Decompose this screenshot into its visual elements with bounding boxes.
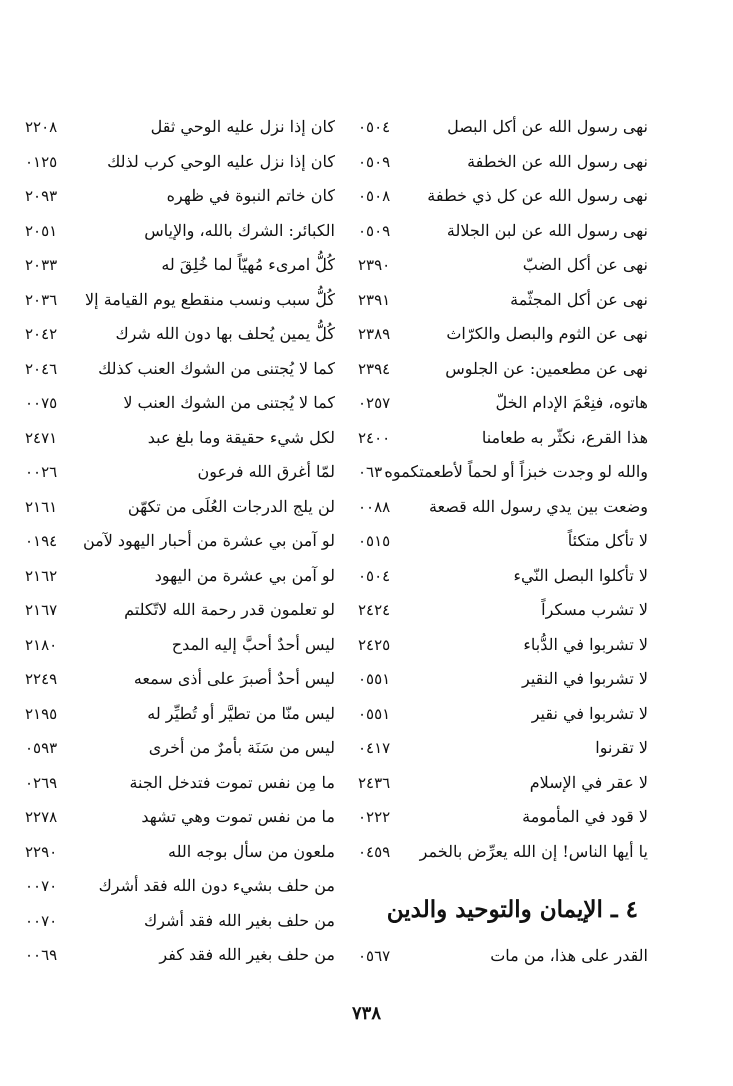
entry-number: ٢١٨٠ [25, 635, 58, 654]
entry-number: ٢٢٤٩ [25, 670, 58, 688]
entry-text: لو تعلمون قدر رحمة الله لاتّكلتم [124, 600, 335, 619]
entry-number: ٢٠٤٢ [25, 325, 58, 343]
entry-text: نهى رسول الله عن أكل البصل [447, 117, 648, 136]
entry-text: نهى رسول الله عن لبن الجلالة [446, 220, 648, 240]
entry-text: ليس من سَنَة بأمرٌ من أخرى [148, 738, 335, 757]
entry-text: الكبائر: الشرك بالله، والإياس [144, 220, 335, 240]
section-heading: ٤ ـ الإيمان والتوحيد والدين [386, 896, 638, 923]
entry-number: ٠٥١٥ [358, 532, 391, 550]
entry-text: ملعون من سأل بوجه الله [168, 841, 335, 861]
entry-text: لا قود في المأمومة [522, 807, 648, 826]
entry-text: لمّا أغرق الله فرعون [197, 462, 335, 481]
entry-text: ما مِن نفس تموت فتدخل الجنة [129, 772, 335, 792]
entry-number: ٠١٢٥ [25, 152, 58, 171]
entry-text: لو آمن بي عشرة من أحبار اليهود لآمن [82, 531, 335, 550]
entry-text: كان خاتم النبوة في ظهره [166, 186, 335, 205]
entry-text: نهى رسول الله عن الخطفة [467, 151, 648, 171]
entry-text: لا تشربوا في الدُّباء [523, 634, 648, 654]
entry-text: كان إذا نزل عليه الوحي كرب لذلك [107, 151, 335, 171]
entry-number: ٢٤٢٤ [358, 601, 391, 619]
entry-number: ٢٢٠٨ [25, 118, 58, 136]
entry-text: من حلف بغير الله فقد أشرك [144, 910, 335, 930]
entry-number: ٢٤٠٠ [358, 428, 391, 447]
entry-text: لا تشربوا في نقير [531, 703, 648, 723]
entry-number: ٢٢٧٨ [25, 808, 58, 826]
entry-number: ٠١٩٤ [25, 532, 58, 550]
entry-number: ٠٥٠٤ [358, 566, 391, 585]
entry-text: وضعت بين يدي رسول الله قصعة [428, 496, 648, 516]
entry-text: نهى عن مطعمين: عن الجلوس [445, 358, 648, 378]
entry-number: ٠٠٦٩ [25, 946, 58, 964]
entry-text: كما لا يُجتنى من الشوك العنب كذلك [98, 358, 335, 378]
entry-text: لا تأكل متكئاً [567, 531, 648, 550]
entry-text: كما لا يُجتنى من الشوك العنب لا [123, 393, 335, 412]
entry-number: ٠٥٦٧ [358, 947, 391, 965]
entry-number: ٠٢٢٢ [358, 808, 391, 826]
entry-text: نهى عن الثوم والبصل والكرّاث [446, 324, 648, 343]
entry-number: ٠٥٥١ [358, 670, 391, 688]
entry-number: ٠٥٥١ [358, 704, 391, 723]
entry-number: ٢١٦٧ [25, 601, 58, 619]
entry-text: لا تقرنوا [595, 738, 648, 757]
entry-number: ٠٠٧٥ [25, 394, 58, 412]
entry-text: ليس أحدٌ أحبَّ إليه المدح [171, 634, 335, 654]
entry-text: من حلف بغير الله فقد كفر [159, 945, 335, 964]
entry-number: ٢٤٧١ [25, 428, 58, 447]
entry-number: ٢٠٣٦ [25, 290, 58, 309]
entry-number: ٢٤٢٥ [358, 635, 391, 654]
entry-number: ٢١٦١ [25, 497, 58, 516]
entry-number: ٢٠٤٦ [25, 359, 58, 378]
entry-number: ٢٠٣٣ [25, 256, 58, 274]
entry-text: كُلُّ سبب ونسب منقطع يوم القيامة إلا [85, 289, 335, 309]
entry-number: ٢٢٩٠ [25, 842, 58, 861]
entry-number: ٠٥٠٤ [358, 118, 391, 136]
entry-number: ٢٣٩٤ [358, 359, 391, 378]
entry-text: هذا القرع، نكثّر به طعامنا [481, 427, 648, 447]
entry-text: نهى رسول الله عن كل ذي خطفة [427, 186, 648, 205]
entry-text: هاتوه، فنِعْمَ الإدام الخلّ [495, 393, 648, 412]
entry-number: ٠٤٥٩ [358, 842, 391, 861]
entry-number: ٢٣٨٩ [358, 325, 391, 343]
entry-number: ٠٠٧٠ [25, 911, 58, 930]
entry-number: ٠٥٠٩ [358, 221, 391, 240]
entry-number: ٠٤١٧ [358, 739, 391, 757]
entry-number: ٢٣٩١ [358, 290, 391, 309]
entry-text: نهى عن أكل الضبّ [522, 255, 648, 274]
entry-number: ٠٥٠٩ [358, 152, 391, 171]
entry-number: ٠٢٥٧ [358, 394, 391, 412]
entry-number: ٠٠٨٨ [358, 497, 391, 516]
entry-number: ٠٦٣٠ [358, 463, 391, 481]
entry-text: لا تشرب مسكراً [541, 600, 648, 619]
entry-text: نهى عن أكل المجثّمة [510, 289, 648, 309]
entry-text: كُلُّ امرىء مُهيّاً لما خُلِقَ له [161, 255, 335, 274]
entry-text: القدر على هذا، من مات [490, 946, 648, 965]
entry-text: لا عقر في الإسلام [529, 772, 648, 792]
entry-text: ما من نفس تموت وهي تشهد [141, 807, 335, 826]
entry-number: ٢٠٥١ [25, 221, 58, 240]
entry-number: ٠٠٧٠ [25, 877, 58, 895]
entry-text: والله لو وجدت خبزاً أو لحماً لأطعمتكموه [384, 462, 648, 481]
entry-text: لو آمن بي عشرة من اليهود [154, 565, 335, 585]
entry-number: ٢٠٩٣ [25, 187, 58, 205]
entry-number: ٢١٩٥ [25, 704, 58, 723]
page-number: ٧٣٨ [351, 1003, 381, 1024]
entry-text: لن يلج الدرجات العُلَى من تكهّن [127, 496, 335, 516]
entry-text: لا تأكلوا البصل النّيء [513, 565, 648, 585]
entry-text: كان إذا نزل عليه الوحي ثقل [150, 117, 335, 136]
entry-number: ٢١٦٢ [25, 566, 58, 585]
entry-text: كُلُّ يمين يُحلف بها دون الله شرك [115, 324, 335, 343]
entry-text: لا تشربوا في النقير [522, 669, 648, 688]
entry-number: ٢٣٩٠ [358, 256, 391, 274]
entry-text: يا أيها الناس! إن الله يعرِّض بالخمر [419, 841, 648, 861]
entry-number: ٠٠٢٦ [25, 463, 58, 481]
entry-text: من حلف بشيء دون الله فقد أشرك [98, 876, 335, 895]
entry-text: ليس أحدٌ أصبرَ على أذى سمعه [133, 669, 335, 688]
entry-number: ٢٤٣٦ [358, 773, 391, 792]
entry-number: ٠٥٠٨ [358, 187, 391, 205]
entry-number: ٠٥٩٣ [25, 739, 58, 757]
entry-number: ٠٢٦٩ [25, 773, 58, 792]
entry-text: ليس منّا من تطيَّر أو تُطيِّر له [147, 703, 335, 723]
entry-text: لكل شيء حقيقة وما بلغ عبد [147, 427, 335, 447]
